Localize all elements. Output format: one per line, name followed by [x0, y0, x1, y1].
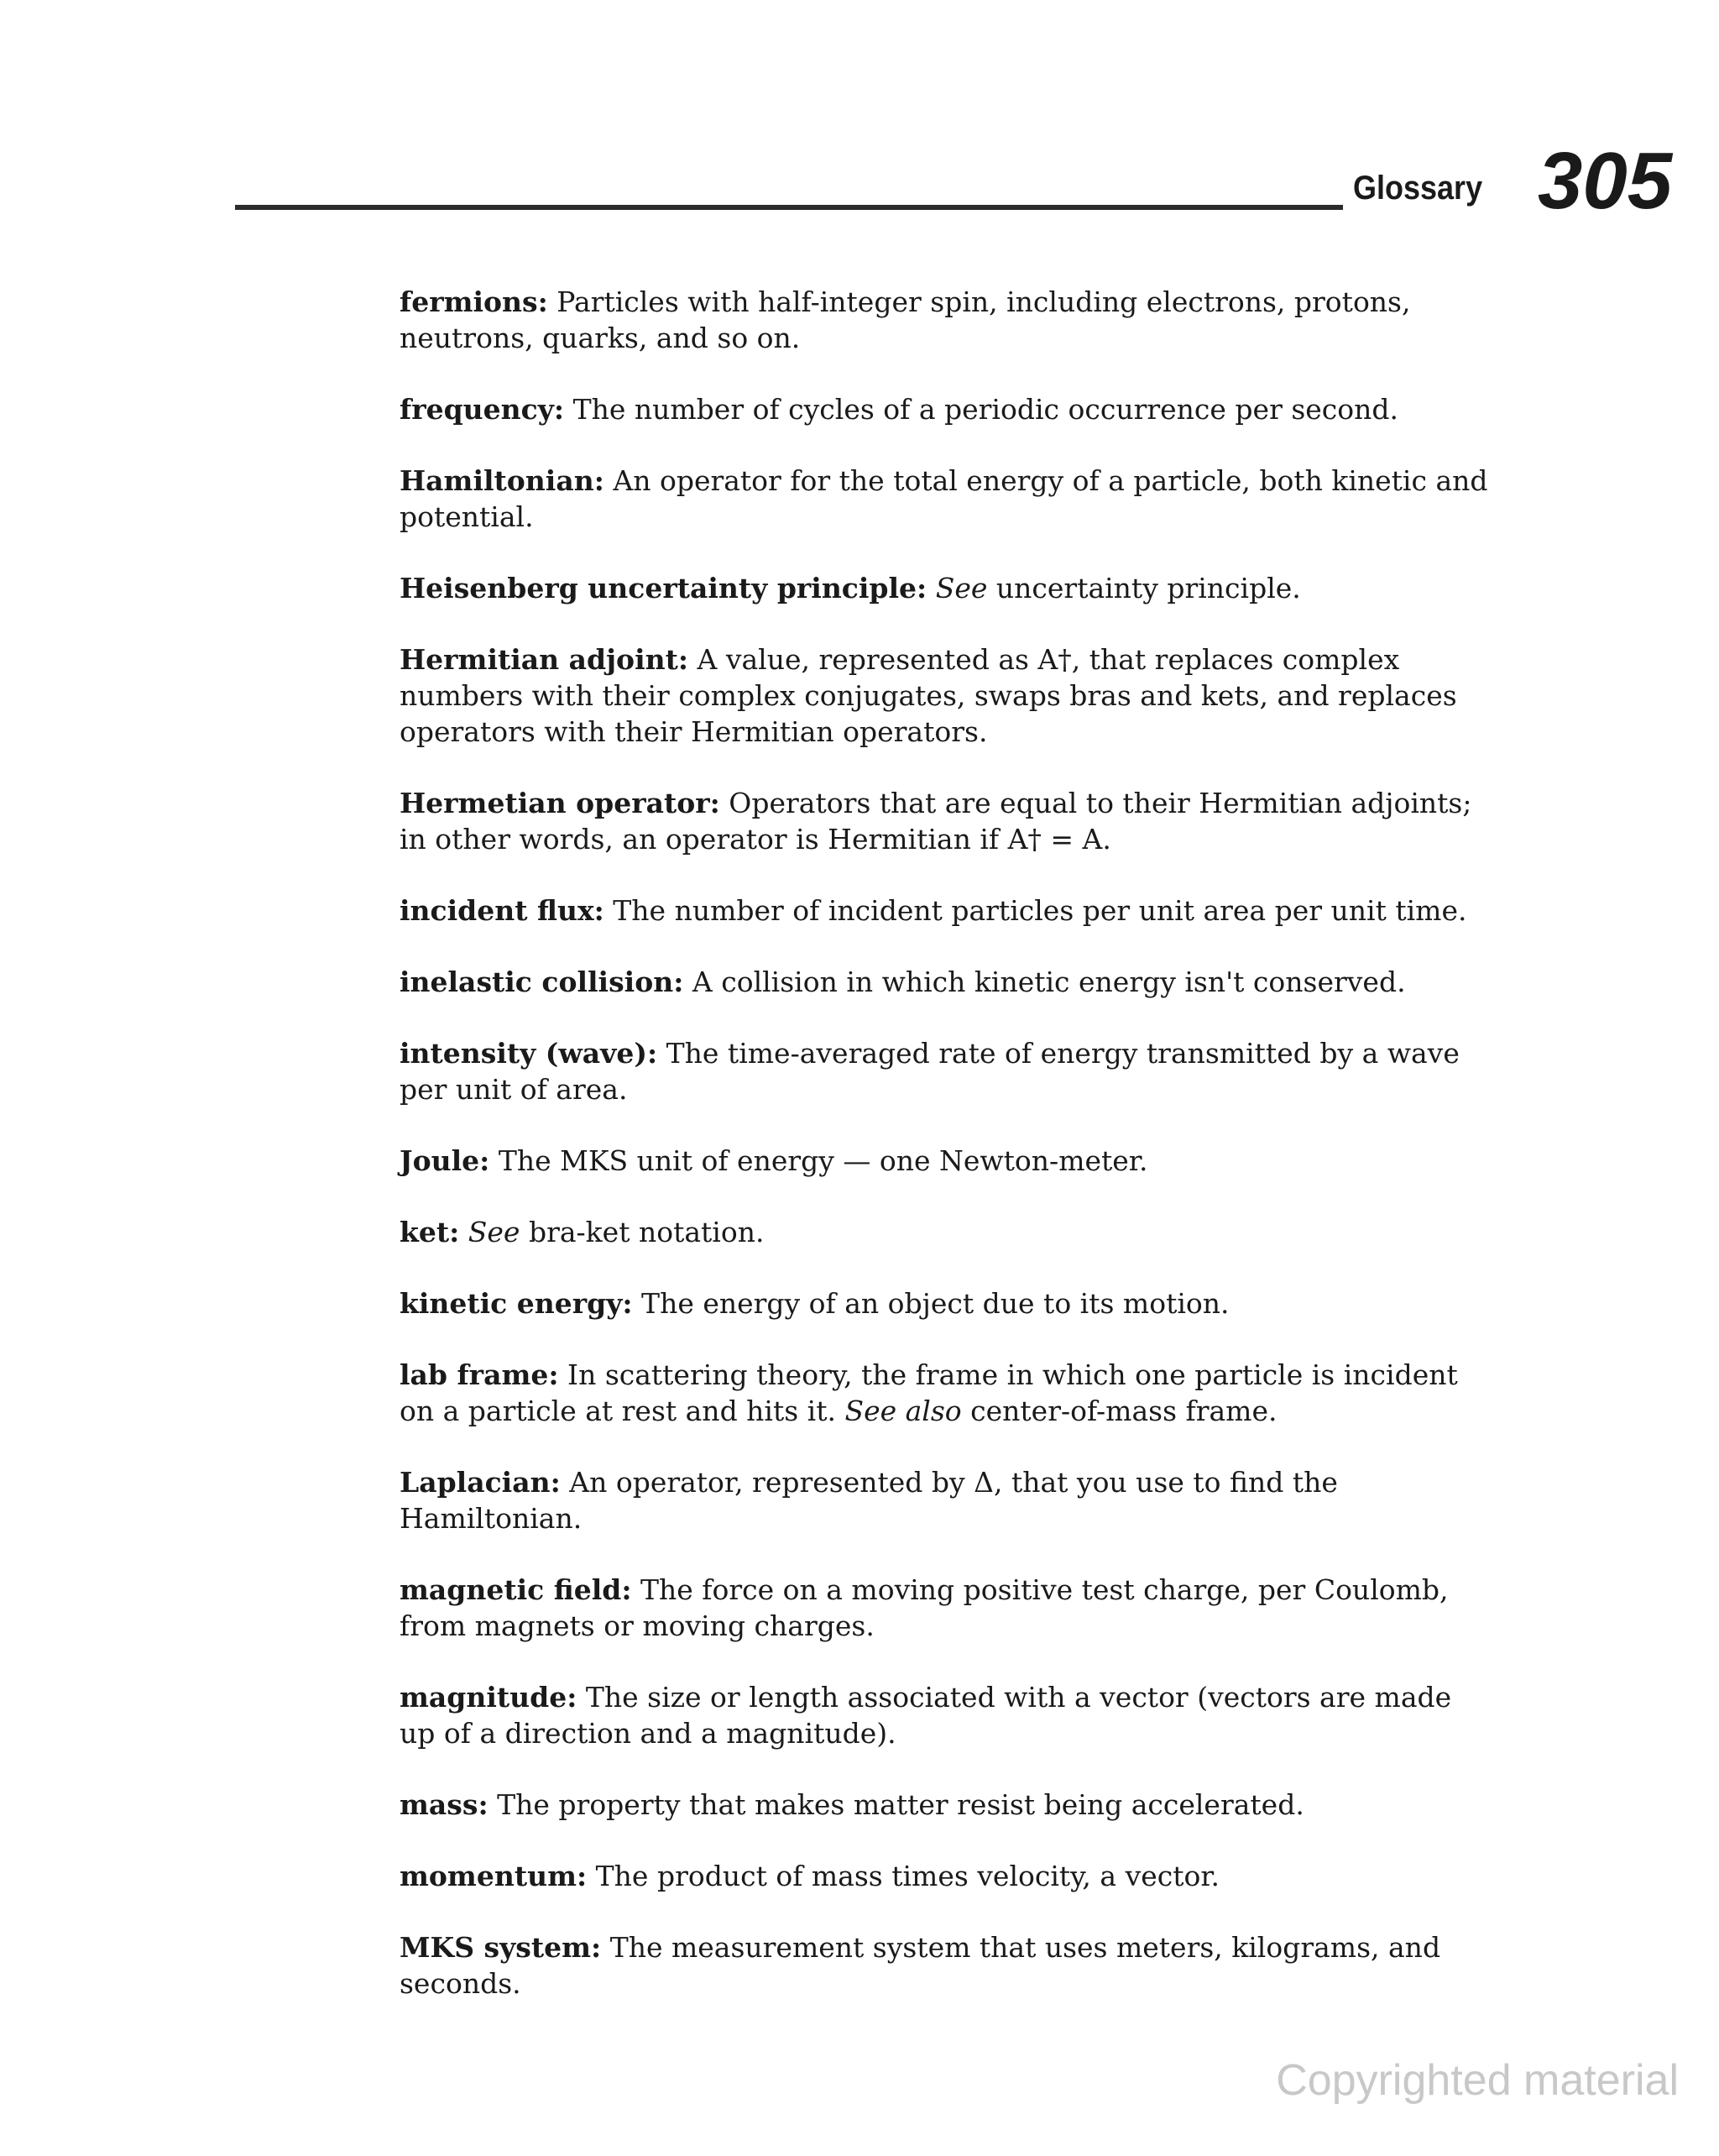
entry-definition: uncertainty principle.: [987, 572, 1301, 604]
glossary-entry-kinetic-energy: [400, 1285, 1491, 1321]
entry-term: Hamiltonian:: [400, 464, 604, 497]
entry-definition: The measurement system that uses meters, kilograms, and seconds.: [400, 1931, 1441, 2000]
glossary-entries: [400, 284, 1491, 2037]
glossary-entry-hermetian-operator: [400, 785, 1491, 857]
glossary-entry-inelastic-collision: [400, 964, 1491, 1000]
entry-definition: The time-averaged rate of energy transmitted by a wave per unit of area.: [400, 1037, 1460, 1106]
glossary-entry-mass: [400, 1787, 1491, 1823]
entry-term: Hermetian operator:: [400, 787, 720, 819]
glossary-entry-magnetic-field: [400, 1572, 1491, 1644]
glossary-entry-intensity: [400, 1035, 1491, 1107]
entry-term: mass:: [400, 1788, 489, 1821]
entry-term: lab frame:: [400, 1358, 559, 1391]
entry-definition: The force on a moving positive test charge, per Coulomb, from magnets or moving charges.: [400, 1573, 1449, 1642]
entry-term: Joule:: [400, 1144, 490, 1177]
entry-term: kinetic energy:: [400, 1287, 633, 1320]
entry-definition: An operator, represented by Δ, that you use to find the Hamiltonian.: [400, 1466, 1338, 1535]
entry-definition: In scattering theory, the frame in which one particle is incident on a particle at rest and hits it.: [400, 1358, 1458, 1427]
copyright-watermark: Copyrighted material: [1276, 2056, 1679, 2105]
see-reference: See: [935, 572, 988, 604]
page-number: 305: [1538, 136, 1673, 226]
entry-term: magnitude:: [400, 1681, 577, 1714]
see-reference: See: [468, 1216, 520, 1248]
entry-definition: Particles with half-integer spin, including electrons, protons, neutrons, quarks, and so on.: [400, 285, 1411, 354]
entry-definition: The product of mass times velocity, a vector.: [587, 1860, 1220, 1892]
entry-term: intensity (wave):: [400, 1037, 658, 1070]
glossary-entry-lab-frame: [400, 1357, 1491, 1429]
entry-definition: A collision in which kinetic energy isn't conserved.: [683, 965, 1406, 998]
section-title: Glossary: [1353, 170, 1483, 207]
glossary-entry-frequency: [400, 391, 1491, 427]
entry-definition: A value, represented as A†, that replaces complex numbers with their complex conjugates, swaps bras and kets, and replaces operators with their Hermitian operators.: [400, 643, 1457, 748]
entry-term: fermions:: [400, 285, 548, 318]
entry-term: incident flux:: [400, 894, 604, 927]
glossary-entry-joule: [400, 1143, 1491, 1179]
glossary-entry-fermions: [400, 284, 1491, 356]
entry-definition: The size or length associated with a vector (vectors are made up of a direction and a magnitude).: [400, 1681, 1452, 1750]
entry-term: MKS system:: [400, 1931, 602, 1964]
glossary-entry-mks-system: [400, 1929, 1491, 2002]
entry-term: inelastic collision:: [400, 965, 684, 998]
glossary-entry-ket: [400, 1214, 1491, 1250]
entry-term: Laplacian:: [400, 1466, 561, 1499]
entry-definition: The energy of an object due to its motion.: [632, 1287, 1230, 1320]
entry-term: magnetic field:: [400, 1573, 632, 1606]
entry-definition-tail: center-of-mass frame.: [961, 1395, 1277, 1427]
entry-term: frequency:: [400, 393, 565, 426]
entry-definition: Operators that are equal to their Hermitian adjoints; in other words, an operator is Hermitian if A† = A.: [400, 787, 1472, 856]
entry-term: Hermitian adjoint:: [400, 643, 689, 676]
entry-definition: bra-ket notation.: [520, 1216, 765, 1248]
entry-term: ket:: [400, 1216, 460, 1248]
glossary-entry-momentum: [400, 1858, 1491, 1894]
entry-definition: An operator for the total energy of a particle, both kinetic and potential.: [400, 464, 1488, 533]
glossary-entry-heisenberg: [400, 570, 1491, 606]
entry-term: momentum:: [400, 1860, 588, 1892]
glossary-entry-magnitude: [400, 1679, 1491, 1751]
glossary-entry-incident-flux: [400, 892, 1491, 929]
entry-term: Heisenberg uncertainty principle:: [400, 572, 927, 604]
entry-definition: The property that makes matter resist being accelerated.: [488, 1788, 1304, 1821]
header-rule: [235, 205, 1343, 210]
entry-definition: The number of cycles of a periodic occurrence per second.: [564, 393, 1399, 426]
entry-definition: The number of incident particles per unit area per unit time.: [603, 894, 1467, 927]
glossary-entry-hamiltonian: [400, 463, 1491, 535]
see-also-reference: See also: [844, 1395, 962, 1427]
glossary-entry-hermitian-adjoint: [400, 641, 1491, 750]
entry-definition: The MKS unit of energy — one Newton-meter.: [489, 1144, 1148, 1177]
glossary-entry-laplacian: [400, 1464, 1491, 1536]
